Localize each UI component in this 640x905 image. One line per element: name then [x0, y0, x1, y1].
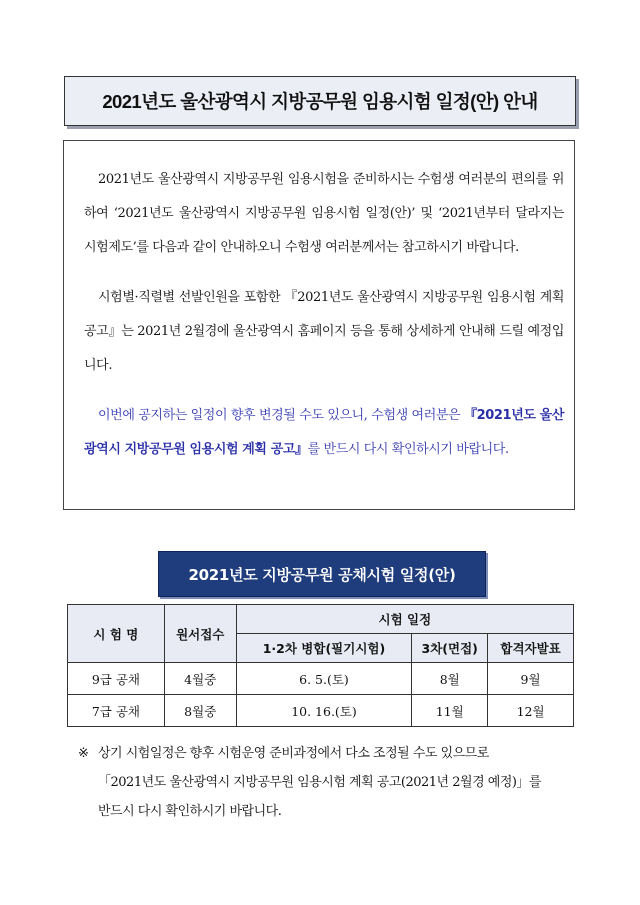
cell-exam-name: 9급 공채: [68, 663, 165, 695]
header-result: 합격자발표: [488, 634, 574, 663]
footnote-line-1: 상기 시험일정은 향후 시험운영 준비과정에서 다소 조정될 수도 있으므로: [98, 746, 489, 761]
table-row: [68, 663, 574, 695]
header-application: 원서접수: [164, 605, 236, 663]
cell-exam-name: 7급 공채: [68, 695, 165, 727]
schedule-table: [67, 604, 574, 727]
cell-written: 6. 5.(토): [236, 663, 412, 695]
cell-application: 4월중: [164, 663, 236, 695]
intro-paragraph-2: 시험별·직렬별 선발인원을 포함한 『2021년도 울산광역시 지방공무원 임용시험 계획 공고』는 2021년 2월경에 울산광역시 홈페이지 등을 통해 상세하게 안내해 드릴 예정입니다.: [84, 290, 564, 373]
cell-result: 9월: [488, 663, 574, 695]
notice-announcement-title: 『2021년도 울산광역시 지방공무원 임용시험 계획 공고』: [84, 408, 564, 457]
reference-mark-icon: ※: [78, 746, 89, 761]
footnote: [78, 739, 578, 826]
header-stage12: 1·2차 병합(필기시험): [236, 634, 412, 663]
notice-lead: 이번에 공지하는 일정이 향후 변경될 수도 있으니, 수험생 여러분은: [98, 408, 464, 423]
cell-interview: 8월: [412, 663, 488, 695]
cell-interview: 11월: [412, 695, 488, 727]
header-stage3: 3차(면접): [412, 634, 488, 663]
intro-notice: [84, 399, 564, 467]
footnote-line-3: 반드시 다시 확인하시기 바랍니다.: [98, 804, 282, 819]
cell-result: 12월: [488, 695, 574, 727]
footnote-line-2: 「2021년도 울산광역시 지방공무원 임용시험 계획 공고(2021년 2월경 예정)」를: [98, 775, 542, 790]
table-header-row: [68, 605, 574, 634]
header-exam-name: 시 험 명: [68, 605, 165, 663]
notice-tail: 를 반드시 다시 확인하시기 바랍니다.: [307, 442, 509, 457]
intro-paragraph-1: 2021년도 울산광역시 지방공무원 임용시험을 준비하시는 수험생 여러분의 편의를 위하여 ‘2021년도 울산광역시 지방공무원 임용시험 일정(안)’ 및 ‘2021년부터 달라지는 시험제도’를 다음과 같이 안내하오니 수험생 여러분께서는 참고하시기 바랍니다.: [84, 172, 564, 255]
cell-application: 8월중: [164, 695, 236, 727]
title-box: [64, 76, 576, 126]
intro-box: [63, 140, 575, 510]
header-exam-schedule: 시험 일정: [236, 605, 573, 634]
cell-written: 10. 16.(토): [236, 695, 412, 727]
schedule-title: 2021년도 지방공무원 공채시험 일정(안): [158, 551, 486, 597]
table-row: [68, 695, 574, 727]
page-title: 2021년도 울산광역시 지방공무원 임용시험 일정(안) 안내: [102, 91, 538, 112]
